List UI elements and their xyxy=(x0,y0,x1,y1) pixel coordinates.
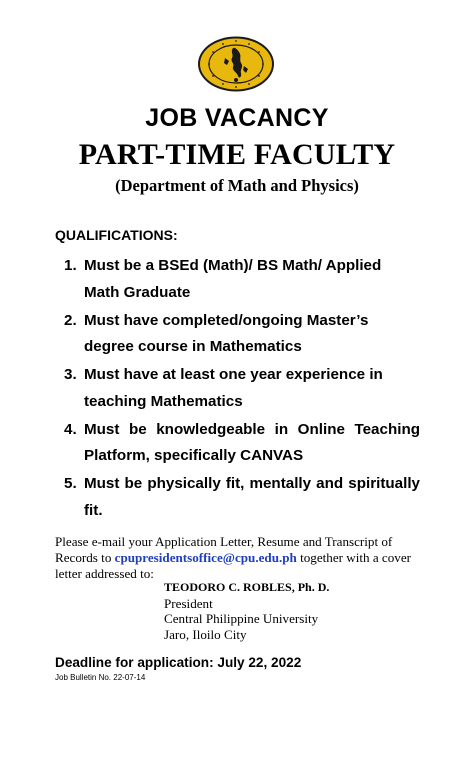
qualification-text: Must be a BSEd (Math)/ BS Math/ Applied Math Graduate xyxy=(84,257,382,301)
qualification-number: 5. xyxy=(64,475,77,492)
position-title: PART-TIME FACULTY xyxy=(78,138,396,171)
qualification-item xyxy=(64,308,420,361)
addressee-location: Jaro, Iloilo City xyxy=(164,626,247,642)
department-subtitle: (Department of Math and Physics) xyxy=(115,176,359,195)
addressee-institution: Central Philippine University xyxy=(164,611,319,627)
qualifications-heading: QUALIFICATIONS: xyxy=(55,227,178,243)
qualification-number: 3. xyxy=(64,366,77,383)
qualification-text: Must be knowledgeable in Online Teaching Platform, specifically CANVAS xyxy=(84,420,420,464)
qualification-text: Must be physically fit, mentally and spiritually fit. xyxy=(84,475,420,519)
application-deadline: Deadline for application: July 22, 2022 xyxy=(55,655,302,670)
qualification-number: 4. xyxy=(64,420,77,438)
application-text-after: together with a cover letter addressed to: xyxy=(55,549,411,581)
application-instructions xyxy=(55,534,427,581)
qualification-item xyxy=(64,417,420,470)
email-link[interactable]: cpupresidentsoffice@cpu.edu.ph xyxy=(114,549,297,565)
addressee-title: President xyxy=(164,595,213,611)
job-vacancy-title: JOB VACANCY xyxy=(145,104,329,132)
qualification-item xyxy=(64,471,420,524)
qualification-item xyxy=(64,362,420,415)
addressee-name: TEODORO C. ROBLES, Ph. D. xyxy=(164,580,330,594)
job-bulletin-number: Job Bulletin No. 22-07-14 xyxy=(55,673,146,682)
qualifications-list xyxy=(64,253,420,526)
application-text-before: Please e-mail your Application Letter, Resume and Transcript of Records to xyxy=(55,534,393,565)
qualification-item xyxy=(64,253,420,306)
qualification-text: Must have completed/ongoing Master’s degree course in Mathematics xyxy=(84,311,369,355)
qualification-number: 2. xyxy=(64,311,77,329)
university-seal-icon xyxy=(197,36,275,92)
qualification-number: 1. xyxy=(64,257,77,274)
qualification-text: Must have at least one year experience in teaching Mathematics xyxy=(84,366,383,410)
addressee-block xyxy=(164,580,329,642)
